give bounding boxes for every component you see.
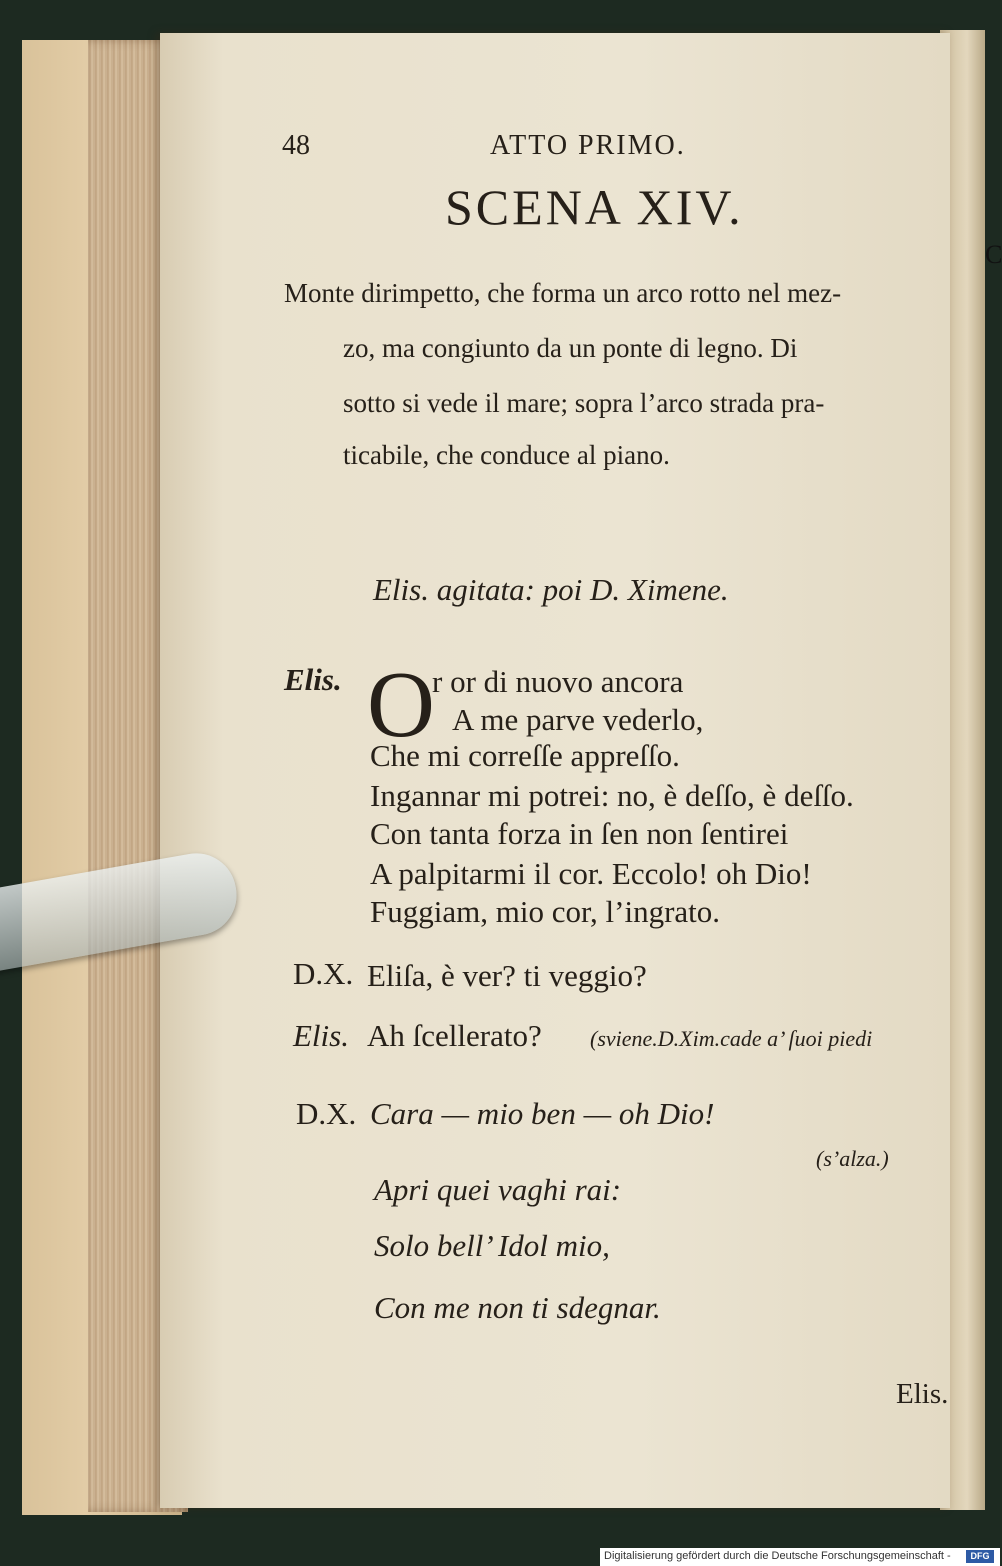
verse-line: A me parve vederlo,: [452, 702, 704, 737]
verse-line: Solo bell’ Idol mio,: [374, 1228, 610, 1263]
running-head: ATTO PRIMO.: [490, 130, 686, 161]
verse-line: Eliſa, è ver? ti veggio?: [367, 958, 647, 993]
verse-line: Con tanta forza in ſen non ſentirei: [370, 816, 789, 851]
verse-line: Fuggiam, mio cor, l’ingrato.: [370, 894, 721, 929]
speaker-elis: Elis.: [293, 1018, 349, 1053]
stage-aside: (sviene.D.Xim.cade a’ ſuoi piedi: [590, 1026, 873, 1051]
footer-credit: Digitalisierung gefördert durch die Deutsche Forschungsgemeinschaft -: [604, 1550, 951, 1562]
verse-line: Che mi correſſe appreſſo.: [370, 738, 680, 773]
speaker-dx: D.X.: [293, 956, 354, 991]
verse-line: Con me non ti sdegnar.: [374, 1290, 661, 1325]
stage-direction-line: zo, ma congiunto da un ponte di legno. Di: [343, 333, 798, 363]
verse-line: Ah ſcellerato?: [367, 1018, 542, 1053]
verse-line: Ingannar mi potrei: no, è deſſo, è deſſo.: [370, 778, 854, 813]
stage-aside: (s’alza.): [816, 1146, 889, 1171]
characters-line: Elis. agitata: poi D. Ximene.: [373, 572, 729, 607]
speaker-dx: D.X.: [296, 1096, 357, 1131]
verse-line: Apri quei vaghi rai:: [374, 1172, 622, 1207]
verse-line: Cara — mio ben — oh Dio!: [370, 1096, 715, 1131]
next-page-mark: C: [985, 240, 1002, 269]
verse-line: A palpitarmi il cor. Eccolo! oh Dio!: [370, 856, 812, 891]
drop-cap: O: [367, 653, 435, 757]
stage-direction-line: Monte dirimpetto, che forma un arco rotto nel mez-: [284, 278, 842, 308]
stage-direction-line: sotto si vede il mare; sopra l’arco strada pra-: [343, 388, 825, 418]
speaker-elis: Elis.: [284, 662, 342, 697]
dfg-logo: DFG: [966, 1550, 994, 1563]
stage-direction-line: ticabile, che conduce al piano.: [343, 440, 670, 470]
catchword: Elis.: [896, 1378, 949, 1410]
verse-line: r or di nuovo ancora: [432, 664, 684, 699]
scene-title: SCENA XIV.: [445, 179, 744, 235]
page-number: 48: [282, 130, 310, 161]
